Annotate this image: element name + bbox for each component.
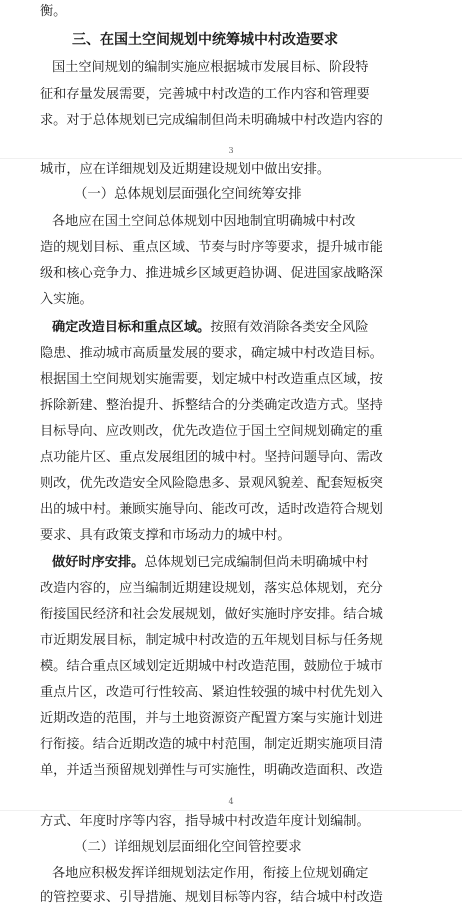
text-line: 城市，应在详细规划及近期建设规划中做出安排。 xyxy=(40,162,331,177)
page-number: 4 xyxy=(228,797,234,806)
text-line: 出的城中村。兼顾实施导向、能改可改，适时改造符合规划 xyxy=(40,502,383,517)
page-divider xyxy=(0,158,462,159)
bold-lead: 确定改造目标和重点区域。 xyxy=(52,320,211,335)
text-line: 隐患、推动城市高质量发展的要求，确定城中村改造目标。 xyxy=(40,346,383,361)
text-line: 市近期发展目标，制定城中村改造的五年规划目标与任务规 xyxy=(40,633,383,648)
text-line: 各地应积极发挥详细规划法定作用，衔接上位规划确定 xyxy=(52,866,369,881)
text-line: 行衔接。结合近期改造的城中村范围，制定近期实施项目清 xyxy=(40,737,383,752)
section-heading: 三、在国土空间规划中统筹城中村改造要求 xyxy=(72,32,338,48)
text-line: 要求、具有政策支撑和市场动力的城中村。 xyxy=(40,528,291,543)
subheading: （一）总体规划层面强化空间统筹安排 xyxy=(74,187,302,202)
text-line: 入实施。 xyxy=(40,292,93,307)
text-line: 近期改造的范围，并与土地资源资产配置方案与实施计划进 xyxy=(40,711,383,726)
text-line: 各地应在国土空间总体规划中因地制宜明确城中村改 xyxy=(52,214,356,229)
paragraph-line xyxy=(52,318,462,338)
text-line: 改造内容的，应当编制近期建设规划，落实总体规划，充分 xyxy=(40,581,383,596)
bold-lead: 做好时序安排。 xyxy=(52,555,145,570)
text-line: 目标导向、应改则改，优先改造位于国土空间规划确定的重 xyxy=(40,424,383,439)
page-number: 3 xyxy=(228,146,234,155)
paragraph-line xyxy=(52,553,462,573)
text-line: 征和存量发展需要，完善城中村改造的工作内容和管理要 xyxy=(40,87,370,102)
text-line: 根据国土空间规划实施需要，划定城中村改造重点区域，按 xyxy=(40,372,383,387)
text-line: 的管控要求、引导措施、规划目标等内容，结合城中村改造 xyxy=(40,890,383,905)
text-line: 级和核心竞争力、推进城乡区域更趋协调、促进国家战略深 xyxy=(40,266,383,281)
text-line: 求。对于总体规划已完成编制但尚未明确城中村改造内容的 xyxy=(40,113,383,128)
text-line: 模。结合重点区域划定近期城中村改造范围，鼓励位于城市 xyxy=(40,659,383,674)
text-line: 衔接国民经济和社会发展规划，做好实施时序安排。结合城 xyxy=(40,607,383,622)
text-line: 衡。 xyxy=(40,4,67,19)
text-line: 则改，优先改造安全风险隐患多、景观风貌差、配套短板突 xyxy=(40,476,383,491)
text-line: 造的规划目标、重点区域、节奏与时序等要求，提升城市能 xyxy=(40,240,383,255)
text-line: 拆除新建、整治提升、拆整结合的分类确定改造方式。坚持 xyxy=(40,398,383,413)
text-line: 方式、年度时序等内容，指导城中村改造年度计划编制。 xyxy=(40,814,370,829)
text-span: 总体规划已完成编制但尚未明确城中村 xyxy=(144,555,369,570)
subheading: （二）详细规划层面细化空间管控要求 xyxy=(74,840,302,855)
text-line: 点功能片区、重点发展组团的城中村。坚持问题导向、需改 xyxy=(40,450,383,465)
text-line: 重点片区，改造可行性较高、紧迫性较强的城中村优先划入 xyxy=(40,685,383,700)
text-line: 单，并适当预留规划弹性与可实施性，明确改造面积、改造 xyxy=(40,763,383,778)
page-divider xyxy=(0,810,462,811)
text-line: 国土空间规划的编制实施应根据城市发展目标、阶段特 xyxy=(52,60,369,75)
text-span: 按照有效消除各类安全风险 xyxy=(210,320,369,335)
